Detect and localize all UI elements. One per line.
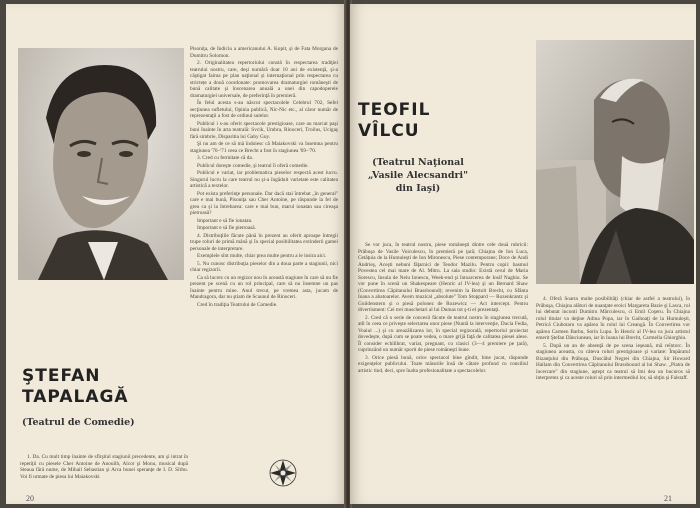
paragraph: 3. Orice piesă bună, orice spectacol bine gîndit, bine jucat, răspunde exigenţelor publicului. Toate măsurile însă de cătare profund cu consiliul artistic tind, deci, spre înalta profesionalitate a spectacolelor. [358, 354, 528, 374]
paragraph: 5. Nu cunosc distribuţia pieselor din a doua parte a stagiunii, nici chiar regizorii. [190, 260, 338, 273]
page-number: 21 [664, 494, 672, 503]
paragraph: Important e să fie pietroasă. [197, 225, 256, 231]
theatre-line: din Iaşi) [395, 183, 441, 194]
actor-name-block-right [358, 100, 518, 195]
paragraph: Publicul e variat, iar problematica pieselor respectă acest lucru. Singurul lucru la care teatrul nu şi-a îngăduit varietate este calitatea artistică a textelor. [190, 170, 338, 189]
interview-text-column [190, 46, 338, 478]
theatre-line: (Teatrul Naţional [372, 157, 464, 168]
paragraph: Şi nu am de ce să mă îndoiesc că Maiakovski va însemna pentru stagiunea '70–'71 ceea ce Brecht a fost în stagiunea '69–'70. [190, 141, 338, 154]
paragraph: 4. Distribuţiile făcute până în prezent au oferit aproape întregii trupe roluri de primă mână şi în special posibilitatea extinderii gamei personale de interpretare. [190, 232, 338, 252]
star-rosette-icon [268, 458, 298, 488]
actor-name-heading [358, 100, 518, 142]
actor-name-block-left [22, 366, 182, 429]
page-number: 20 [26, 494, 34, 503]
actor-last-name: VÎLCU [358, 121, 420, 141]
portrait-photo-teofil-vilcu [536, 40, 694, 284]
paragraph: Publicul doreşte comedie, şi teatrul îi oferă comedie. [197, 162, 309, 169]
paragraph: Pot exista preferinţe personale. Dar dacă stai întrebat „în general" care e mai bună, Pisoniţa sau Cher Antoine, pe răspunde la fel de greu ca şi la întrebarea: care e mai bun, marul ionatan sau cireaşa pietroasă? [190, 190, 338, 216]
theatre-affiliation: (Teatrul de Comedie) [22, 417, 135, 428]
paragraph: Cred în tradiţia Teatrului de Comedie. [197, 301, 278, 308]
interview-footnote [20, 454, 188, 504]
paragraph: Publicul i s-au oferit spectacole prestigioase, care au marcat paşi buni înainte în arta teatrală: Svcik, Umbra, Rinoceri, Troilus, Ucigaş fără simbrie, Disparitia lui Gaby Guy. [190, 120, 338, 140]
portrait-photo-stefan-tapalaga [18, 48, 184, 280]
paragraph: Exemplele sînt multe, chiar prea multe pentru a le insira aici. [197, 253, 327, 259]
paragraph: 2. Originalitatea repertoriului constă în respectarea tradiţiei teatrului nostru, care, deşi numără doar 10 ani de existenţă, şi-a câştigat faima pe plan naţional şi internaţional prin respectarea cu strictețe a două coordonate: promovarea dramaturgiei româneşti de bună calitate şi înscenarea anuală a unei din capodoperele dramaturgiei universale, de preferinţă în premieră. [190, 60, 338, 99]
paragraph: Ca să lucrez cu un regizor nou în această stagiune în care să nu fie prezent pe scenă cu un rol principal, care să nu însemne un pas înainte pentru mine. Anul trecut, pe vremea asta, jucam de Mandragora, dar nu ştiam de Scaunul de Rinoceri. [190, 274, 338, 300]
actor-last-name: TAPALAGĂ [22, 387, 129, 407]
interview-text-column [536, 296, 690, 474]
actor-first-name: ŞTEFAN [22, 366, 101, 386]
paragraph: Pisoniţa, de Indiciu a americanului A. Kopit, şi de Fata Morgana de Dumitru Solomon. [190, 46, 338, 59]
theatre-affiliation [358, 156, 478, 195]
left-page [6, 4, 346, 504]
actor-first-name: TEOFIL [358, 100, 431, 120]
actor-name-heading [22, 366, 182, 408]
paragraph: 4. Oferă Soarta multe posibilităţi (chiar de astfel a teatrului), în Prăbuşa, Chiajna alături de nuanţate eroici Margareta Bazie şi Lasca, rol lui debutat inconti Dumitru Mărculescu, ci Emil Coşeru. În Chiajna rolul titular va deţine Adina Popa, iar în Gaihoaţi de la Humuleşti, Petrică Ciubotaru va apărea în rolul lui Creangă. În Convertirea vor apărea Carmen Barbu, Sorin Lupu. În Henric al IV-lea va juca artistul emerit Ştefan Dănciunean, iar în Ioana lui Brecht, Carmella Ghiorghiu. [536, 296, 690, 341]
right-page [350, 4, 696, 504]
interview-text-column [358, 242, 528, 478]
paragraph: 5. După un an de absenţă de pe scena ieşeană, mă reîntorc. În stagiunea aceasta, cu câteva roluri prestigioase şi variate: Împăratul Bizanţului din Prăbuşa, Duscălul Negrei din Chiajna, Sir Howard Hallam din Convertirea Căpitanului Brassbound al lui Shaw. „Piatra de încercare" din stagiune, aştept ca teatrul să îmi dea un bucuros să interpretez şi ca aceste roluri să prin intermediul lor, să obţin şi Falstaff. [536, 342, 690, 381]
paragraph: Se vor juca, în teatrul nostru, piese româneşti dintre cele două rubricii: Prăbuşa de Vasile Voiculescu, în premieră pe ţară; Chiajna de Ion Luca, Cetăţuia de la Humuleşti de Ion Mironescu, Piese contemporane; Doce de Andi Andrieş, Aceşti nebuni făţarnici de Teodor Mazilu. Pentru copii: basmul Povestea cel mai mare de Al. Mitru. La sala studio: Există cerul de Maria Sorescu, Insula de Nelu Ionescu, Week-end şi întoarcerea de Iosif Naghiu. Se vor pune în scenă un Shakespeare (Henric al IV-lea) şi un Bernard Shaw (Convertirea Căpitanului Brassbound); revenim la Bertolt Brecht, cu Sfânta Ioana a abatoarelor. Avem muzical „absolute" Tom Stoppard — Rozenkrantz şi Guildenstern şi o piesă polonez de Rozewicz — Act intercept. Pentru divertisment: Cei trei muschetari al lui Dumas tot ş-ti el prezentaţi. [358, 242, 528, 313]
paragraph: 2. Cred că o serie de concesii făcute de teatrul nostru în stagiunea trecută, atît în ceea ce priveşte selectarea unor piese (Nuntă la intervenţie, Ducia Fedia, Voaiul ...) şi cu areazălizarea lor, în special regizorală, repertoriul proiectat dovedeşte, după cum se poate vedea, o mare grijă faţă de calitatea piesei alese. Îl consider echilibrat, variat, pregnant, cu clasici (3—4 premiere pe ţară), cuprinzând un număr sporit de piese româneşti bune. [358, 314, 528, 353]
theatre-line: „Vasile Alecsandri" [367, 170, 469, 181]
paragraph: În felul acesta s-au născut spectacolele Celebrul 702, Sefel secţiunea sufletului, Opinia publică, Nic-Nic etc., al căror număr de reprezentaţii a fost de ordinul sutelor. [190, 100, 338, 119]
paragraph: Important e să fie ionatan. [197, 217, 253, 224]
paragraph: 3. Cred cu fermitate că da. [197, 155, 254, 161]
paragraph: 1. Da. Cu mult timp înainte de sfîrşitul stagiunii precedente, am şi intrat în repetiţii cu piesele Cher Antoine de Anouilh, Alcor şi Monu, musical după Steaua fără nume, de Mihail Sebastian şi Arca bunei speranţe de I. D. Sîrbu. Voi fi urmate de piesa lui Maiakovski [20, 454, 188, 480]
